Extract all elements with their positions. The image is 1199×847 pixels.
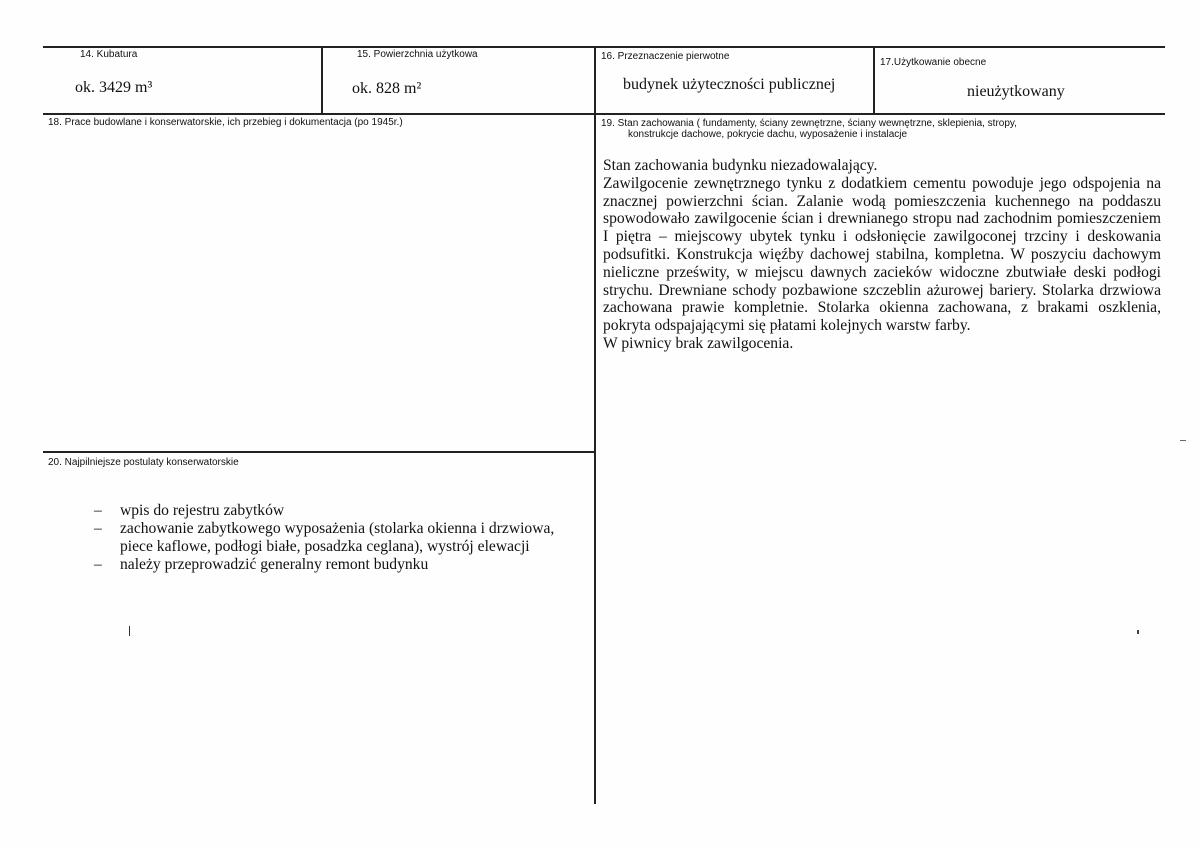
list-item (90, 520, 590, 556)
list-item (90, 502, 590, 520)
top-rule (43, 46, 1165, 48)
przeznaczenie-label: 16. Przeznaczenie pierwotne (601, 51, 730, 62)
list-item-text: wpis do rejestru zabytków (120, 502, 285, 519)
kubatura-label: 14. Kubatura (80, 49, 138, 60)
prace-budowlane-label: 18. Prace budowlane i konserwatorskie, ich przebieg i dokumentacja (po 1945r.) (48, 117, 403, 128)
scan-mark (1180, 440, 1186, 441)
stan-zachowania-line: Stan zachowania budynku niezadowalający. (603, 157, 878, 174)
col-divider-3 (873, 46, 875, 114)
kubatura-value: ok. 3429 m³ (75, 79, 153, 96)
stan-zachowania-text (603, 157, 1161, 353)
dash-bullet: – (94, 502, 102, 519)
stan-zachowania-line: Zawilgocenie zewnętrznego tynku z dodatkiem cementu powoduje jego odspojenia na znacznej powierzchni ścian. Zalanie wodą pomieszczenia kuchennego na poddaszu spowodowało zawilgocenie ścian i drewnianego stropu nad zachodnim pomieszczeniem I piętra – miejscowy ubytek tynku i odsłonięcie zawilgoconej trzciny i deskowania podsufitki. Konstrukcja więźby dachowej stabilna, kompletna. W poszyciu dachowym nieliczne prześwity, w miejscu dawnych zacieków widoczne zbutwiałe deski podłogi strychu. Drewniane schody pozbawione szczeblin ażurowej bariery. Stolarka drzwiowa zachowana prawie kompletnie. Stolarka okienna zachowana, z brakami oszklenia, pokryta odspajającymi się płatami kolejnych warstw farby. (603, 174, 1161, 335)
dash-bullet: – (94, 556, 102, 573)
list-item-text: zachowanie zabytkowego wyposażenia (stolarka okienna i drzwiowa, piece kaflowe, podłogi białe, posadzka ceglana), wystrój elewacji (120, 520, 555, 555)
postulaty-label: 20. Najpilniejsze postulaty konserwatorskie (48, 457, 239, 468)
stan-zachowania-label: 19. Stan zachowania ( fundamenty, ściany zewnętrzne, ściany wewnętrzne, sklepienia, stropy, (601, 118, 1017, 129)
stan-zachowania-line: W piwnicy brak zawilgocenia. (603, 334, 794, 352)
list-item-text: należy przeprowadzić generalny remont budynku (120, 556, 429, 573)
scan-mark (1137, 630, 1139, 634)
uzytkowanie-label: 17.Użytkowanie obecne (880, 57, 987, 68)
przeznaczenie-value: budynek użyteczności publicznej (623, 76, 836, 93)
postulaty-list (90, 502, 590, 574)
stan-zachowania-label-cont: konstrukcje dachowe, pokrycie dachu, wyposażenie i instalacje (628, 129, 908, 140)
dash-bullet: – (94, 520, 102, 537)
row2-left-bottom-rule (43, 451, 595, 453)
powierzchnia-value: ok. 828 m² (352, 80, 422, 97)
uzytkowanie-value: nieużytkowany (967, 83, 1065, 100)
col-divider-main (594, 46, 596, 804)
list-item (90, 556, 590, 574)
powierzchnia-label: 15. Powierzchnia użytkowa (357, 49, 478, 60)
col-divider-1 (321, 46, 323, 114)
row1-bottom-rule (43, 113, 1165, 115)
scan-mark (129, 626, 130, 636)
